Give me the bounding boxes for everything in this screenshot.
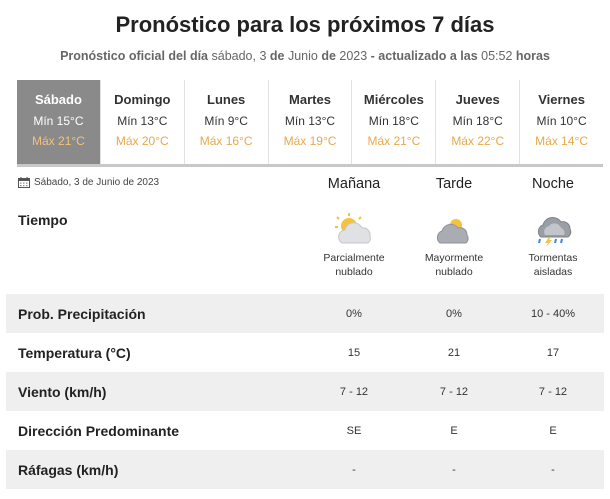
weather-noche — [503, 213, 603, 279]
period-tarde: Tarde — [435, 176, 473, 192]
subtitle-month: Junio — [284, 49, 322, 63]
day-max: Máx 21°C — [367, 134, 421, 148]
subtitle-de-1: de — [269, 49, 285, 63]
subtitle-updated: - actualizado a las — [370, 49, 478, 63]
row-label: Dirección Predominante — [18, 422, 180, 439]
subtitle-year: 2023 — [335, 49, 371, 63]
subtitle-de-2: de — [321, 49, 336, 63]
weather-desc-line1: Parcialmente — [323, 252, 385, 264]
weather-desc-line2: aisladas — [533, 266, 573, 278]
row-gusts — [6, 450, 604, 489]
day-tabs — [17, 80, 603, 167]
row-value: 10 - 40% — [530, 307, 576, 320]
day-tab-jueves[interactable] — [436, 80, 520, 164]
day-name: Viernes — [538, 92, 585, 107]
day-min: Mín 15°C — [33, 114, 84, 128]
selected-date-text: Sábado, 3 de Junio de 2023 — [34, 177, 160, 188]
day-name: Domingo — [114, 92, 171, 107]
row-wind — [6, 372, 604, 411]
day-min: Mín 9°C — [204, 114, 248, 128]
row-value: 21 — [447, 346, 461, 359]
day-max: Máx 14°C — [535, 134, 588, 148]
row-value: 0% — [446, 307, 462, 320]
row-direction — [6, 411, 604, 450]
day-name: Lunes — [207, 92, 246, 107]
row-value: E — [450, 424, 458, 437]
subtitle-date-day: sábado, 3 — [208, 49, 270, 63]
day-max: Máx 21°C — [32, 134, 85, 148]
weather-manana — [304, 213, 404, 279]
weather-desc-line1: Mayormente — [424, 252, 484, 264]
day-min: Mín 18°C — [368, 114, 419, 128]
weather-desc-line2: nublado — [435, 266, 473, 278]
day-min: Mín 13°C — [117, 114, 168, 128]
mostly-cloudy-icon — [432, 213, 476, 247]
weather-desc — [404, 251, 504, 279]
day-name: Sábado — [34, 92, 82, 107]
weather-desc — [503, 251, 603, 279]
row-value: - — [452, 463, 456, 476]
day-tab-martes[interactable] — [269, 80, 353, 164]
subtitle-time: 05:52 — [477, 49, 516, 63]
day-max: Máx 20°C — [115, 134, 169, 148]
weather-desc — [304, 251, 404, 279]
day-max: Máx 22°C — [451, 134, 505, 148]
weather-desc-line2: nublado — [335, 266, 373, 278]
day-tab-sabado[interactable] — [17, 80, 101, 164]
period-noche: Noche — [532, 176, 574, 192]
subtitle-horas: horas — [515, 49, 550, 63]
weather-tarde — [404, 213, 504, 279]
page-title: Pronóstico para los próximos 7 días — [115, 12, 495, 37]
day-name: Miércoles — [363, 92, 424, 107]
day-max: Máx 19°C — [283, 134, 337, 148]
day-min: Mín 13°C — [284, 114, 336, 128]
day-tab-viernes[interactable] — [520, 80, 603, 164]
day-tab-domingo[interactable] — [101, 80, 185, 164]
row-value: E — [549, 424, 557, 437]
selected-date — [18, 177, 159, 188]
calendar-icon — [18, 177, 30, 188]
row-value: 15 — [347, 346, 361, 359]
period-manana: Mañana — [327, 176, 381, 192]
partly-cloudy-icon — [332, 213, 376, 247]
day-min: Mín 10°C — [536, 114, 587, 128]
row-value: - — [352, 463, 356, 476]
row-value: - — [551, 463, 555, 476]
day-name: Martes — [289, 92, 331, 107]
thunderstorm-icon — [531, 213, 575, 247]
tiempo-label: Tiempo — [18, 212, 68, 228]
row-label: Prob. Precipitación — [18, 305, 146, 322]
row-temperature — [6, 333, 604, 372]
row-value: 7 - 12 — [439, 385, 469, 398]
subtitle-prefix: Pronóstico oficial del día — [60, 49, 209, 63]
day-tab-miercoles[interactable] — [352, 80, 436, 164]
row-value: 7 - 12 — [339, 385, 369, 398]
row-value: 0% — [346, 307, 362, 320]
row-label: Ráfagas (km/h) — [18, 461, 119, 478]
row-precipitation — [6, 294, 604, 333]
weather-desc-line1: Tormentas — [528, 252, 578, 264]
row-label: Viento (km/h) — [18, 383, 107, 400]
row-value: SE — [346, 424, 362, 437]
row-value: 17 — [546, 346, 560, 359]
day-tab-lunes[interactable] — [185, 80, 269, 164]
row-label: Temperatura (°C) — [18, 344, 131, 361]
day-min: Mín 18°C — [452, 114, 503, 128]
day-name: Jueves — [455, 92, 500, 107]
row-value: 7 - 12 — [538, 385, 568, 398]
forecast-subtitle — [0, 49, 610, 63]
day-max: Máx 16°C — [199, 134, 253, 148]
